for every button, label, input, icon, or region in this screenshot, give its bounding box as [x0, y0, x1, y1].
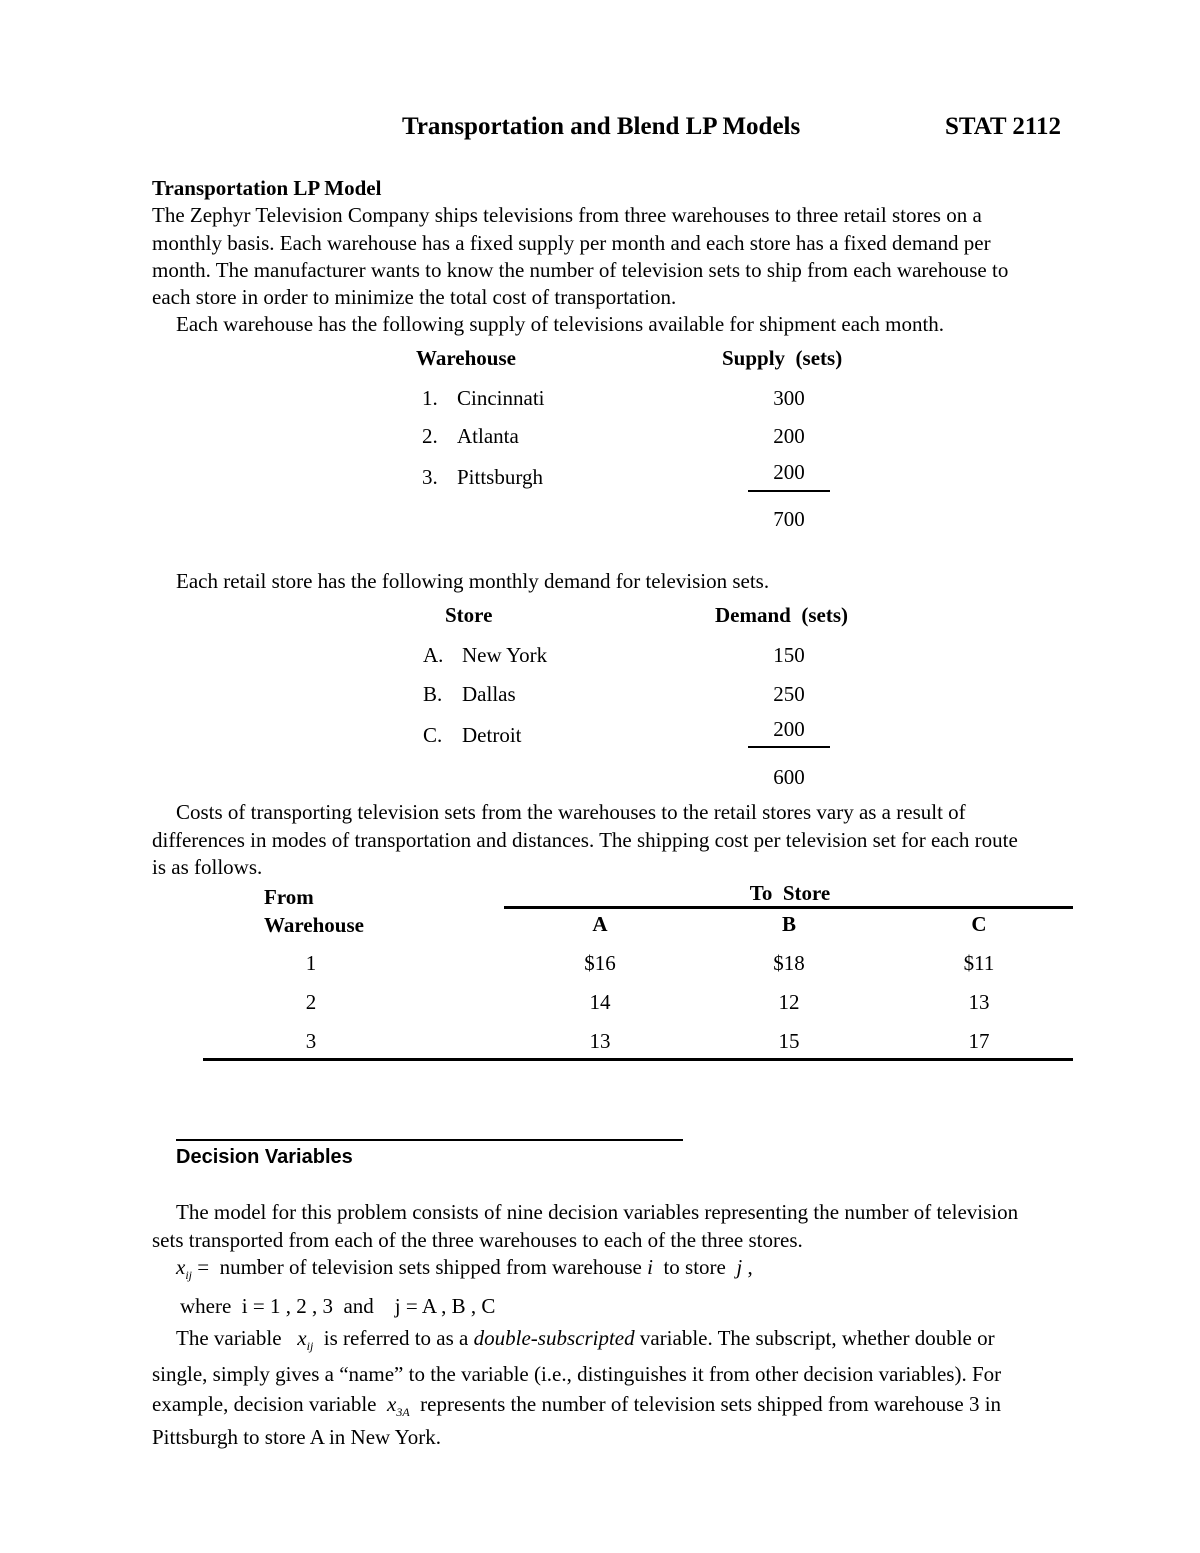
row-letter: C.: [423, 723, 443, 747]
var-subscript: 3A: [396, 1405, 410, 1420]
column-header: A: [592, 912, 608, 936]
cost-cell: 15: [778, 1029, 800, 1053]
warehouse-cell: 3: [305, 1029, 317, 1053]
sum-rule: [748, 746, 830, 748]
supply-value: 200: [773, 460, 805, 484]
column-header: C: [971, 912, 987, 936]
paragraph-line: Pittsburgh to store A in New York.: [152, 1425, 441, 1449]
demand-total: 600: [773, 765, 805, 789]
paragraph-line: is as follows.: [152, 855, 263, 879]
cost-header-to-store: To Store: [749, 881, 831, 905]
section-rule: [176, 1139, 683, 1141]
supply-header-warehouse: Warehouse: [416, 346, 516, 370]
paragraph-line: single, simply gives a “name” to the variable (i.e., distinguishes it from other decision variables). For: [152, 1362, 1002, 1386]
paragraph-line: monthly basis. Each warehouse has a fixed supply per month and each store has a fixed demand per: [152, 231, 991, 255]
row-number: 3.: [422, 465, 438, 489]
document-title: Transportation and Blend LP Models: [402, 113, 801, 140]
cost-cell: 14: [589, 990, 611, 1014]
row-number: 2.: [422, 424, 438, 448]
cost-cell: $11: [963, 951, 995, 975]
column-header: B: [781, 912, 797, 936]
paragraph-line: The model for this problem consists of nine decision variables representing the number of television: [176, 1200, 1019, 1224]
demand-value: 250: [773, 682, 805, 706]
demand-header-store: Store: [445, 603, 493, 627]
cost-header-warehouse: Warehouse: [264, 913, 364, 937]
paragraph-line: each store in order to minimize the total cost of transportation.: [152, 285, 677, 309]
cost-cell: $18: [773, 951, 805, 975]
paragraph-line: Each warehouse has the following supply of televisions available for shipment each month.: [176, 312, 945, 336]
cost-cell: 12: [778, 990, 800, 1014]
warehouse-name: Pittsburgh: [457, 465, 543, 489]
var-i: i: [647, 1255, 653, 1279]
var-x: x: [297, 1326, 307, 1350]
demand-header-demand: Demand (sets): [715, 603, 848, 627]
paragraph-line: Costs of transporting television sets from the warehouses to the retail stores vary as a result of: [176, 800, 966, 824]
warehouse-name: Atlanta: [457, 424, 519, 448]
cost-cell: 13: [589, 1029, 611, 1053]
supply-total: 700: [773, 507, 805, 531]
emphasis: double-subscripted: [473, 1326, 635, 1350]
paragraph-line: [152, 1391, 1001, 1425]
paragraph-line: sets transported from each of the three warehouses to each of the three stores.: [152, 1228, 803, 1252]
cost-cell: 13: [968, 990, 990, 1014]
text: example, decision variable: [152, 1392, 387, 1416]
cost-cell: $16: [584, 951, 616, 975]
store-name: Dallas: [462, 682, 516, 706]
warehouse-cell: 2: [305, 990, 317, 1014]
section-heading: Decision Variables: [176, 1146, 353, 1168]
text: is referred to as a: [313, 1326, 474, 1350]
row-letter: B.: [423, 682, 443, 706]
header-rule: [504, 906, 1073, 909]
row-letter: A.: [423, 643, 444, 667]
text: The variable: [176, 1326, 298, 1350]
var-j: j: [736, 1255, 743, 1279]
cost-cell: 17: [968, 1029, 990, 1053]
paragraph-line: Each retail store has the following monthly demand for television sets.: [176, 569, 770, 593]
variable-definition: [176, 1254, 753, 1288]
supply-header-supply: Supply (sets): [722, 346, 843, 370]
paragraph-line: differences in modes of transportation and distances. The shipping cost per television set for each route: [152, 828, 1018, 852]
paragraph-line: month. The manufacturer wants to know the number of television sets to ship from each warehouse to: [152, 258, 1009, 282]
paragraph-line: [176, 1325, 995, 1359]
def-mid: to store: [652, 1255, 737, 1279]
table-bottom-rule: [203, 1058, 1073, 1061]
sum-rule: [748, 490, 830, 492]
demand-value: 200: [773, 717, 805, 741]
store-name: New York: [462, 643, 548, 667]
text: represents the number of television sets shipped from warehouse 3 in: [409, 1392, 1002, 1416]
supply-value: 200: [773, 424, 805, 448]
warehouse-cell: 1: [305, 951, 317, 975]
text: variable. The subscript, whether double or: [634, 1326, 995, 1350]
course-code: STAT 2112: [945, 113, 1062, 140]
warehouse-name: Cincinnati: [457, 386, 545, 410]
supply-value: 300: [773, 386, 805, 410]
def-text: = number of television sets shipped from warehouse: [192, 1255, 648, 1279]
paragraph-line: The Zephyr Television Company ships televisions from three warehouses to three retail stores on a: [152, 203, 982, 227]
def-end: ,: [742, 1255, 753, 1279]
var-x: x: [387, 1392, 397, 1416]
var-subscript: ij: [306, 1339, 314, 1354]
demand-value: 150: [773, 643, 805, 667]
store-name: Detroit: [462, 723, 522, 747]
row-number: 1.: [422, 386, 438, 410]
section-heading: Transportation LP Model: [152, 176, 382, 200]
cost-header-from: From: [264, 885, 314, 909]
index-ranges: where i = 1 , 2 , 3 and j = A , B , C: [180, 1294, 496, 1318]
var-x: x: [176, 1255, 186, 1279]
var-subscript: ij: [185, 1268, 192, 1283]
